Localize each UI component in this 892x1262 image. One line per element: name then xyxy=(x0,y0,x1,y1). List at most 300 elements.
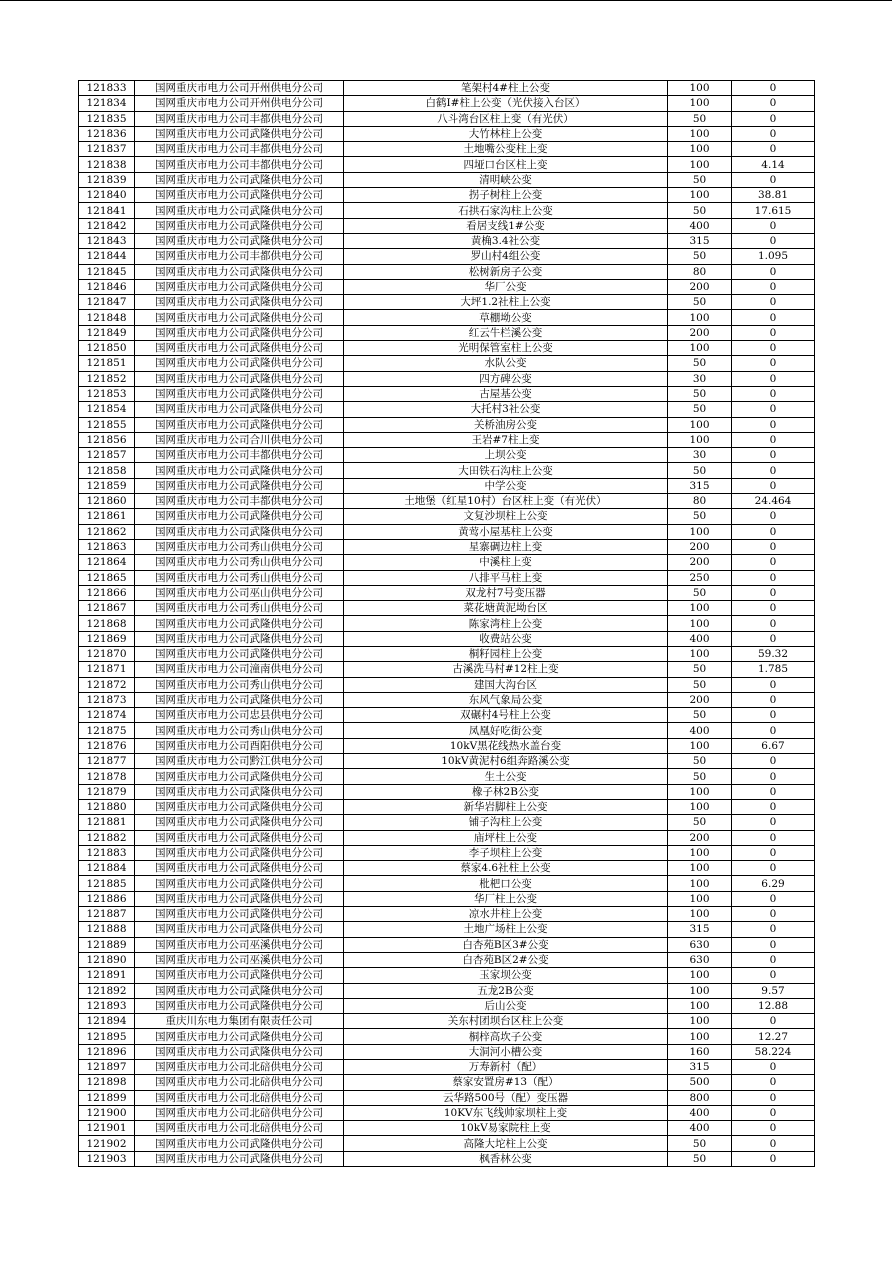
cell-company: 国网重庆市电力公司秀山供电分公司 xyxy=(135,539,344,554)
table-row xyxy=(79,1105,815,1120)
cell-id: 121842 xyxy=(79,218,135,233)
cell-station-name: 10KV东飞线帅家坝柱上变 xyxy=(344,1105,668,1120)
cell-id: 121872 xyxy=(79,677,135,692)
table-row xyxy=(79,907,815,922)
table-row xyxy=(79,585,815,600)
cell-capacity: 400 xyxy=(668,631,732,646)
cell-value: 0 xyxy=(732,922,815,937)
cell-capacity: 315 xyxy=(668,478,732,493)
cell-value: 0 xyxy=(732,417,815,432)
cell-capacity: 50 xyxy=(668,1136,732,1151)
cell-capacity: 80 xyxy=(668,494,732,509)
cell-company: 国网重庆市电力公司武隆供电分公司 xyxy=(135,463,344,478)
cell-id: 121851 xyxy=(79,356,135,371)
table-row xyxy=(79,983,815,998)
cell-station-name: 万寿新村（配） xyxy=(344,1060,668,1075)
cell-value: 0 xyxy=(732,784,815,799)
cell-company: 国网重庆市电力公司丰都供电分公司 xyxy=(135,157,344,172)
cell-station-name: 五龙2B公变 xyxy=(344,983,668,998)
cell-value: 58.224 xyxy=(732,1044,815,1059)
cell-value: 0 xyxy=(732,799,815,814)
cell-company: 国网重庆市电力公司武隆供电分公司 xyxy=(135,509,344,524)
cell-value: 0 xyxy=(732,218,815,233)
table-row xyxy=(79,937,815,952)
cell-company: 国网重庆市电力公司武隆供电分公司 xyxy=(135,417,344,432)
cell-id: 121836 xyxy=(79,126,135,141)
cell-id: 121899 xyxy=(79,1090,135,1105)
cell-station-name: 陈家湾柱上公变 xyxy=(344,616,668,631)
cell-station-name: 石拱石家沟柱上公变 xyxy=(344,203,668,218)
cell-station-name: 四方碑公变 xyxy=(344,371,668,386)
cell-value: 12.27 xyxy=(732,1029,815,1044)
cell-value: 0 xyxy=(732,907,815,922)
cell-value: 0 xyxy=(732,616,815,631)
cell-station-name: 10kV易家院柱上变 xyxy=(344,1121,668,1136)
cell-id: 121884 xyxy=(79,861,135,876)
cell-company: 国网重庆市电力公司丰都供电分公司 xyxy=(135,448,344,463)
cell-id: 121863 xyxy=(79,539,135,554)
cell-capacity: 100 xyxy=(668,968,732,983)
cell-capacity: 100 xyxy=(668,983,732,998)
cell-capacity: 30 xyxy=(668,448,732,463)
cell-id: 121855 xyxy=(79,417,135,432)
cell-value: 0 xyxy=(732,952,815,967)
table-row xyxy=(79,371,815,386)
cell-value: 9.57 xyxy=(732,983,815,998)
cell-station-name: 后山公变 xyxy=(344,998,668,1013)
cell-company: 国网重庆市电力公司北碚供电分公司 xyxy=(135,1075,344,1090)
cell-id: 121853 xyxy=(79,386,135,401)
cell-company: 国网重庆市电力公司武隆供电分公司 xyxy=(135,386,344,401)
cell-station-name: 蔡家4.6社柱上公变 xyxy=(344,861,668,876)
table-row xyxy=(79,738,815,753)
cell-id: 121881 xyxy=(79,815,135,830)
cell-id: 121849 xyxy=(79,325,135,340)
cell-value: 0 xyxy=(732,279,815,294)
cell-value: 0 xyxy=(732,386,815,401)
cell-value: 0 xyxy=(732,126,815,141)
cell-company: 国网重庆市电力公司潼南供电分公司 xyxy=(135,662,344,677)
table-row xyxy=(79,157,815,172)
table-row xyxy=(79,203,815,218)
cell-capacity: 50 xyxy=(668,662,732,677)
cell-value: 0 xyxy=(732,264,815,279)
cell-value: 0 xyxy=(732,769,815,784)
cell-capacity: 80 xyxy=(668,264,732,279)
cell-company: 国网重庆市电力公司武隆供电分公司 xyxy=(135,188,344,203)
cell-id: 121887 xyxy=(79,907,135,922)
cell-id: 121871 xyxy=(79,662,135,677)
cell-company: 国网重庆市电力公司北碚供电分公司 xyxy=(135,1105,344,1120)
cell-value: 0 xyxy=(732,432,815,447)
table-row xyxy=(79,861,815,876)
cell-company: 国网重庆市电力公司武隆供电分公司 xyxy=(135,478,344,493)
cell-capacity: 250 xyxy=(668,570,732,585)
cell-id: 121901 xyxy=(79,1121,135,1136)
cell-station-name: 八斗湾台区柱上变（有光伏） xyxy=(344,111,668,126)
cell-capacity: 50 xyxy=(668,677,732,692)
cell-station-name: 草棚坳公变 xyxy=(344,310,668,325)
cell-id: 121859 xyxy=(79,478,135,493)
cell-station-name: 大竹林柱上公变 xyxy=(344,126,668,141)
cell-capacity: 50 xyxy=(668,769,732,784)
table-row xyxy=(79,81,815,96)
table-row xyxy=(79,539,815,554)
table-row xyxy=(79,754,815,769)
cell-id: 121885 xyxy=(79,876,135,891)
table-row xyxy=(79,601,815,616)
cell-station-name: 白鹤I#柱上公变（光伏接入台区） xyxy=(344,96,668,111)
cell-value: 0 xyxy=(732,539,815,554)
cell-id: 121892 xyxy=(79,983,135,998)
cell-value: 0 xyxy=(732,142,815,157)
cell-capacity: 100 xyxy=(668,907,732,922)
cell-station-name: 土地嘴公变柱上变 xyxy=(344,142,668,157)
table-row xyxy=(79,723,815,738)
cell-station-name: 松树新房子公变 xyxy=(344,264,668,279)
cell-id: 121846 xyxy=(79,279,135,294)
cell-capacity: 160 xyxy=(668,1044,732,1059)
table-row xyxy=(79,417,815,432)
cell-value: 1.095 xyxy=(732,249,815,264)
table-row xyxy=(79,631,815,646)
cell-capacity: 100 xyxy=(668,1029,732,1044)
cell-company: 国网重庆市电力公司武隆供电分公司 xyxy=(135,799,344,814)
table-row xyxy=(79,249,815,264)
cell-company: 国网重庆市电力公司丰都供电分公司 xyxy=(135,111,344,126)
cell-value: 0 xyxy=(732,111,815,126)
cell-value: 0 xyxy=(732,1014,815,1029)
cell-company: 国网重庆市电力公司忠县供电分公司 xyxy=(135,708,344,723)
cell-station-name: 10kV黑花线热水盖台变 xyxy=(344,738,668,753)
cell-company: 国网重庆市电力公司武隆供电分公司 xyxy=(135,692,344,707)
table-row xyxy=(79,799,815,814)
cell-value: 0 xyxy=(732,754,815,769)
cell-station-name: 大洞河小槽公变 xyxy=(344,1044,668,1059)
cell-station-name: 黄桷3.4社公变 xyxy=(344,233,668,248)
cell-capacity: 100 xyxy=(668,96,732,111)
cell-company: 国网重庆市电力公司秀山供电分公司 xyxy=(135,570,344,585)
cell-id: 121858 xyxy=(79,463,135,478)
cell-company: 国网重庆市电力公司酉阳供电分公司 xyxy=(135,738,344,753)
cell-value: 0 xyxy=(732,891,815,906)
cell-capacity: 100 xyxy=(668,1014,732,1029)
cell-id: 121902 xyxy=(79,1136,135,1151)
table-row xyxy=(79,646,815,661)
table-row xyxy=(79,769,815,784)
cell-id: 121860 xyxy=(79,494,135,509)
table-row xyxy=(79,295,815,310)
cell-capacity: 50 xyxy=(668,249,732,264)
cell-id: 121889 xyxy=(79,937,135,952)
cell-company: 国网重庆市电力公司秀山供电分公司 xyxy=(135,555,344,570)
cell-capacity: 50 xyxy=(668,172,732,187)
cell-value: 0 xyxy=(732,677,815,692)
cell-value: 38.81 xyxy=(732,188,815,203)
cell-value: 0 xyxy=(732,81,815,96)
cell-station-name: 水队公变 xyxy=(344,356,668,371)
cell-capacity: 50 xyxy=(668,463,732,478)
cell-value: 0 xyxy=(732,356,815,371)
cell-id: 121869 xyxy=(79,631,135,646)
cell-value: 0 xyxy=(732,233,815,248)
cell-station-name: 凉水井柱上公变 xyxy=(344,907,668,922)
cell-capacity: 400 xyxy=(668,723,732,738)
cell-id: 121865 xyxy=(79,570,135,585)
cell-id: 121840 xyxy=(79,188,135,203)
cell-capacity: 100 xyxy=(668,310,732,325)
cell-value: 0 xyxy=(732,1060,815,1075)
cell-company: 国网重庆市电力公司武隆供电分公司 xyxy=(135,341,344,356)
cell-id: 121850 xyxy=(79,341,135,356)
table-row xyxy=(79,662,815,677)
cell-station-name: 星寨碉边柱上变 xyxy=(344,539,668,554)
cell-value: 0 xyxy=(732,692,815,707)
cell-value: 24.464 xyxy=(732,494,815,509)
table-row xyxy=(79,463,815,478)
cell-capacity: 50 xyxy=(668,356,732,371)
cell-id: 121893 xyxy=(79,998,135,1013)
cell-capacity: 200 xyxy=(668,539,732,554)
cell-capacity: 50 xyxy=(668,203,732,218)
table-row xyxy=(79,356,815,371)
cell-capacity: 100 xyxy=(668,738,732,753)
cell-id: 121897 xyxy=(79,1060,135,1075)
cell-station-name: 蔡家安置房#13（配） xyxy=(344,1075,668,1090)
cell-capacity: 100 xyxy=(668,876,732,891)
cell-company: 国网重庆市电力公司丰都供电分公司 xyxy=(135,142,344,157)
cell-company: 国网重庆市电力公司武隆供电分公司 xyxy=(135,1151,344,1166)
cell-company: 国网重庆市电力公司秀山供电分公司 xyxy=(135,723,344,738)
cell-capacity: 315 xyxy=(668,922,732,937)
cell-station-name: 黄莺小屋基柱上公变 xyxy=(344,524,668,539)
table-row xyxy=(79,968,815,983)
cell-company: 国网重庆市电力公司武隆供电分公司 xyxy=(135,233,344,248)
cell-capacity: 200 xyxy=(668,555,732,570)
cell-capacity: 50 xyxy=(668,111,732,126)
cell-capacity: 50 xyxy=(668,386,732,401)
cell-id: 121861 xyxy=(79,509,135,524)
cell-station-name: 土地广场柱上公变 xyxy=(344,922,668,937)
table-row xyxy=(79,264,815,279)
table-row xyxy=(79,952,815,967)
cell-capacity: 800 xyxy=(668,1090,732,1105)
cell-id: 121875 xyxy=(79,723,135,738)
table-row xyxy=(79,1044,815,1059)
cell-company: 国网重庆市电力公司武隆供电分公司 xyxy=(135,815,344,830)
cell-capacity: 100 xyxy=(668,799,732,814)
cell-id: 121876 xyxy=(79,738,135,753)
cell-value: 0 xyxy=(732,631,815,646)
cell-capacity: 30 xyxy=(668,371,732,386)
cell-company: 国网重庆市电力公司武隆供电分公司 xyxy=(135,1044,344,1059)
cell-value: 0 xyxy=(732,463,815,478)
cell-station-name: 桐籽园柱上公变 xyxy=(344,646,668,661)
cell-id: 121882 xyxy=(79,830,135,845)
table-row xyxy=(79,310,815,325)
cell-company: 国网重庆市电力公司武隆供电分公司 xyxy=(135,218,344,233)
cell-station-name: 白杏苑B区2#公变 xyxy=(344,952,668,967)
cell-capacity: 50 xyxy=(668,754,732,769)
cell-capacity: 100 xyxy=(668,616,732,631)
cell-station-name: 中溪柱上变 xyxy=(344,555,668,570)
cell-value: 0 xyxy=(732,968,815,983)
cell-station-name: 生土公变 xyxy=(344,769,668,784)
cell-capacity: 200 xyxy=(668,325,732,340)
cell-capacity: 630 xyxy=(668,952,732,967)
table-row xyxy=(79,1075,815,1090)
cell-capacity: 200 xyxy=(668,692,732,707)
cell-company: 国网重庆市电力公司巫山供电分公司 xyxy=(135,585,344,600)
cell-value: 0 xyxy=(732,172,815,187)
cell-company: 国网重庆市电力公司武隆供电分公司 xyxy=(135,830,344,845)
cell-company: 国网重庆市电力公司武隆供电分公司 xyxy=(135,646,344,661)
cell-value: 12.88 xyxy=(732,998,815,1013)
cell-id: 121874 xyxy=(79,708,135,723)
table-row xyxy=(79,126,815,141)
cell-id: 121844 xyxy=(79,249,135,264)
table-row xyxy=(79,845,815,860)
table-row xyxy=(79,1029,815,1044)
cell-station-name: 大田铁石沟柱上公变 xyxy=(344,463,668,478)
table-row xyxy=(79,708,815,723)
cell-id: 121877 xyxy=(79,754,135,769)
table-row xyxy=(79,692,815,707)
cell-capacity: 400 xyxy=(668,218,732,233)
cell-station-name: 新华岩脚柱上公变 xyxy=(344,799,668,814)
cell-company: 国网重庆市电力公司武隆供电分公司 xyxy=(135,845,344,860)
cell-id: 121843 xyxy=(79,233,135,248)
table-row xyxy=(79,111,815,126)
cell-id: 121883 xyxy=(79,845,135,860)
cell-company: 国网重庆市电力公司武隆供电分公司 xyxy=(135,524,344,539)
cell-value: 0 xyxy=(732,723,815,738)
cell-id: 121898 xyxy=(79,1075,135,1090)
cell-id: 121886 xyxy=(79,891,135,906)
cell-company: 国网重庆市电力公司武隆供电分公司 xyxy=(135,983,344,998)
cell-capacity: 100 xyxy=(668,417,732,432)
cell-station-name: 桐梓高坎子公变 xyxy=(344,1029,668,1044)
cell-company: 国网重庆市电力公司武隆供电分公司 xyxy=(135,203,344,218)
cell-company: 国网重庆市电力公司秀山供电分公司 xyxy=(135,601,344,616)
cell-value: 0 xyxy=(732,570,815,585)
cell-station-name: 云华路500号（配）变压器 xyxy=(344,1090,668,1105)
table-row xyxy=(79,509,815,524)
cell-station-name: 土地堡（红星10村）台区柱上变（有光伏） xyxy=(344,494,668,509)
cell-station-name: 白杏苑B区3#公变 xyxy=(344,937,668,952)
cell-id: 121864 xyxy=(79,555,135,570)
cell-id: 121903 xyxy=(79,1151,135,1166)
cell-value: 1.785 xyxy=(732,662,815,677)
cell-id: 121866 xyxy=(79,585,135,600)
cell-value: 0 xyxy=(732,845,815,860)
cell-station-name: 清明峡公变 xyxy=(344,172,668,187)
cell-id: 121856 xyxy=(79,432,135,447)
cell-company: 国网重庆市电力公司武隆供电分公司 xyxy=(135,616,344,631)
cell-value: 0 xyxy=(732,937,815,952)
cell-id: 121868 xyxy=(79,616,135,631)
cell-id: 121867 xyxy=(79,601,135,616)
cell-company: 国网重庆市电力公司武隆供电分公司 xyxy=(135,631,344,646)
cell-value: 59.32 xyxy=(732,646,815,661)
cell-company: 国网重庆市电力公司武隆供电分公司 xyxy=(135,907,344,922)
cell-capacity: 100 xyxy=(668,341,732,356)
cell-value: 0 xyxy=(732,815,815,830)
cell-station-name: 建国大沟台区 xyxy=(344,677,668,692)
table-row xyxy=(79,616,815,631)
cell-station-name: 关桥油房公变 xyxy=(344,417,668,432)
cell-capacity: 50 xyxy=(668,585,732,600)
cell-station-name: 笔架村4#柱上公变 xyxy=(344,81,668,96)
cell-id: 121879 xyxy=(79,784,135,799)
cell-company: 国网重庆市电力公司开州供电分公司 xyxy=(135,96,344,111)
cell-company: 重庆川东电力集团有限责任公司 xyxy=(135,1014,344,1029)
cell-id: 121841 xyxy=(79,203,135,218)
cell-value: 0 xyxy=(732,555,815,570)
cell-id: 121891 xyxy=(79,968,135,983)
cell-station-name: 看居支线1#公变 xyxy=(344,218,668,233)
table-row xyxy=(79,172,815,187)
cell-value: 0 xyxy=(732,1075,815,1090)
cell-id: 121852 xyxy=(79,371,135,386)
cell-station-name: 双碾村4号柱上公变 xyxy=(344,708,668,723)
cell-capacity: 50 xyxy=(668,1151,732,1166)
cell-id: 121870 xyxy=(79,646,135,661)
cell-id: 121834 xyxy=(79,96,135,111)
cell-station-name: 凤凰好吃街公变 xyxy=(344,723,668,738)
table-row xyxy=(79,279,815,294)
table-row xyxy=(79,142,815,157)
cell-station-name: 上坝公变 xyxy=(344,448,668,463)
cell-station-name: 庙坪柱上公变 xyxy=(344,830,668,845)
table-row xyxy=(79,784,815,799)
cell-station-name: 东风气象局公变 xyxy=(344,692,668,707)
cell-id: 121900 xyxy=(79,1105,135,1120)
cell-capacity: 400 xyxy=(668,1121,732,1136)
table-row xyxy=(79,1060,815,1075)
cell-value: 0 xyxy=(732,448,815,463)
table-row xyxy=(79,815,815,830)
cell-station-name: 收费站公变 xyxy=(344,631,668,646)
table-row xyxy=(79,876,815,891)
cell-id: 121847 xyxy=(79,295,135,310)
cell-capacity: 200 xyxy=(668,830,732,845)
cell-station-name: 关东村团坝台区柱上公变 xyxy=(344,1014,668,1029)
cell-capacity: 100 xyxy=(668,861,732,876)
cell-capacity: 100 xyxy=(668,891,732,906)
cell-id: 121857 xyxy=(79,448,135,463)
cell-capacity: 50 xyxy=(668,509,732,524)
table-row xyxy=(79,386,815,401)
cell-value: 6.29 xyxy=(732,876,815,891)
cell-company: 国网重庆市电力公司北碚供电分公司 xyxy=(135,1060,344,1075)
cell-capacity: 100 xyxy=(668,998,732,1013)
cell-company: 国网重庆市电力公司武隆供电分公司 xyxy=(135,279,344,294)
cell-value: 0 xyxy=(732,341,815,356)
table-row xyxy=(79,494,815,509)
page-top-rule xyxy=(0,0,892,1)
cell-company: 国网重庆市电力公司北碚供电分公司 xyxy=(135,1090,344,1105)
cell-station-name: 中学公变 xyxy=(344,478,668,493)
cell-capacity: 50 xyxy=(668,708,732,723)
cell-station-name: 华厂公变 xyxy=(344,279,668,294)
cell-value: 0 xyxy=(732,295,815,310)
cell-station-name: 大托村3社公变 xyxy=(344,402,668,417)
cell-company: 国网重庆市电力公司秀山供电分公司 xyxy=(135,677,344,692)
cell-value: 4.14 xyxy=(732,157,815,172)
cell-value: 0 xyxy=(732,509,815,524)
cell-value: 0 xyxy=(732,402,815,417)
